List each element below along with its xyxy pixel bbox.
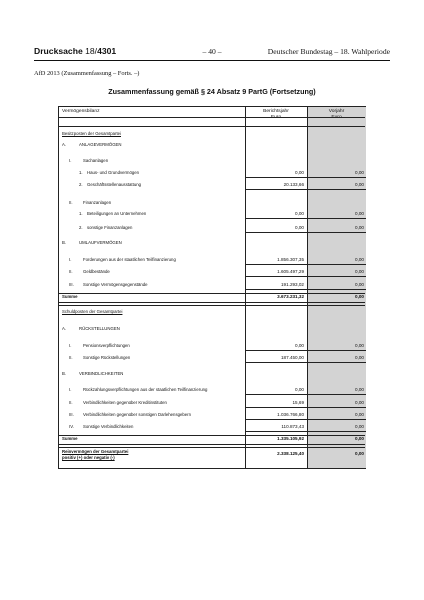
value-cell-rule [245, 394, 366, 395]
previous-year-value: 0,00 [355, 170, 364, 175]
value-cell-rule [245, 232, 366, 233]
current-year-value: 0,00 [295, 211, 304, 216]
row-label: Beteiligungen an Unternehmen [87, 211, 147, 216]
row-label: Sonstige Verbindlichkeiten [83, 424, 134, 429]
row-marker: IV. [69, 424, 74, 429]
current-year-value: 3.673.231,32 [277, 294, 304, 299]
row-label: Besitzposten der Gesamtpartei [62, 131, 121, 136]
row-marker: A. [62, 326, 67, 331]
previous-year-value: 0,00 [355, 355, 364, 360]
current-year-value: 0,00 [295, 387, 304, 392]
row-marker: III. [69, 282, 74, 287]
value-cell-rule [245, 276, 366, 277]
section-divider [59, 305, 365, 306]
row-label: Sonstige Vermögensgegenstände [83, 282, 148, 287]
row-marker: I. [69, 387, 72, 392]
row-label: Sachanlagen [83, 158, 109, 163]
previous-year-value: 0,00 [355, 182, 364, 187]
row-marker: I. [69, 343, 72, 348]
row-label: Schuldposten der Gesamtpartei [62, 309, 123, 314]
value-cell-rule [245, 350, 366, 351]
previous-year-value: 0,00 [355, 387, 364, 392]
previous-year-value: 0,00 [355, 412, 364, 417]
current-year-value: 0,00 [295, 343, 304, 348]
current-year-value: 110.873,43 [281, 424, 304, 429]
current-year-header: Berichtsjahr Euro [263, 109, 289, 120]
row-marker: 2. [79, 182, 83, 187]
value-cell-rule [245, 177, 366, 178]
row-marker: II. [69, 355, 73, 360]
row-marker: B. [62, 240, 67, 245]
row-marker: 2. [79, 225, 83, 230]
current-year-value: 1.036.766,80 [277, 412, 304, 417]
row-label: Haus- und Grundvermögen [87, 170, 140, 175]
current-year-value: 0,00 [295, 225, 304, 230]
row-label: Forderungen aus der staatlichen Teilfinanzierung [83, 257, 176, 262]
row-label: RÜCKSTELLUNGEN [79, 326, 120, 331]
previous-year-value: 0,00 [355, 436, 364, 441]
row-label: Reinvermögen der Gesamtpartei [62, 449, 129, 454]
row-label: Verbindlichkeiten gegenüber sonstigen Darlehensgebern [83, 412, 191, 417]
current-year-value: 1.605.497,29 [277, 269, 304, 274]
sum-bottom-rule [59, 302, 365, 303]
row-marker: II. [69, 400, 73, 405]
row-marker: II. [69, 269, 73, 274]
row-label: Geldbestände [83, 269, 110, 274]
row-marker: I. [69, 158, 72, 163]
row-marker: III. [69, 412, 74, 417]
value-cell-rule [245, 289, 366, 290]
value-cell-rule [245, 431, 366, 432]
table-heading: Vermögensbilanz [62, 109, 100, 114]
publisher: Deutscher Bundestag – 18. Wahlperiode [267, 47, 390, 56]
row-label-secondary: positiv (+) oder negativ (-) [62, 455, 115, 460]
previous-year-value: 0,00 [355, 269, 364, 274]
net-assets-divider [59, 447, 365, 448]
page-header [34, 46, 390, 58]
previous-year-value: 0,00 [355, 211, 364, 216]
previous-year-value: 0,00 [355, 451, 364, 456]
drucksache-label: Drucksache 18/4301 [34, 46, 117, 56]
row-marker: I. [69, 257, 72, 262]
previous-year-value: 0,00 [355, 282, 364, 287]
row-label: Verbindlichkeiten gegenüber Kreditinstituten [83, 400, 167, 405]
previous-year-value: 0,00 [355, 257, 364, 262]
value-cell-rule [245, 407, 366, 408]
row-marker: 1. [79, 170, 83, 175]
row-label: Summe [62, 436, 78, 441]
header-bottom-rule [59, 126, 365, 127]
row-marker: 1. [79, 211, 83, 216]
value-cell-rule [245, 419, 366, 420]
header-rule [34, 60, 390, 61]
previous-year-value: 0,00 [355, 343, 364, 348]
sum2-bottom-rule [59, 444, 365, 445]
row-label: Pensionsverpflichtungen [83, 343, 130, 348]
row-label: VERBINDLICHKEITEN [79, 371, 124, 376]
current-year-value: 187.450,00 [281, 355, 304, 360]
row-label: Geschäftsstellenausstattung [87, 182, 141, 187]
row-marker: II. [69, 200, 73, 205]
value-cell-rule [245, 264, 366, 265]
row-label: Sonstige Rückstellungen [83, 355, 131, 360]
value-cell-rule [245, 362, 366, 363]
previous-year-value: 0,00 [355, 424, 364, 429]
sum2-top-rule [59, 435, 365, 436]
heading-rule [59, 117, 365, 118]
value-cell-rule [245, 189, 366, 190]
balance-table [58, 106, 366, 469]
document-title: Zusammenfassung gemäß § 24 Absatz 9 PartG (Fortsetzung) [108, 87, 316, 96]
previous-year-value: 0,00 [355, 225, 364, 230]
current-year-value: 1.856.307,35 [277, 257, 304, 262]
row-label: ANLAGEVERMÖGEN [79, 142, 122, 147]
row-marker: A. [62, 142, 67, 147]
row-label: UMLAUFVERMÖGEN [79, 240, 122, 245]
sum-top-rule [59, 293, 365, 294]
value-cell-rule [245, 218, 366, 219]
document-subtitle: AfD 2013 (Zusammenfassung – Forts. –) [34, 70, 140, 77]
row-label: Rückzahlungsverpflichtungen aus der staatlichen Teilfinanzierung [83, 387, 208, 392]
previous-year-header: Vorjahr Euro [328, 109, 345, 120]
row-label: Finanzanlagen [83, 200, 112, 205]
previous-year-value: 0,00 [355, 400, 364, 405]
previous-year-value: 0,00 [355, 294, 364, 299]
current-year-value: 15,69 [292, 400, 304, 405]
current-year-value: 0,00 [295, 170, 304, 175]
current-year-value: 191.293,02 [281, 282, 304, 287]
current-year-value: 20.133,66 [283, 182, 304, 187]
page-number: – 40 – [202, 47, 222, 56]
current-year-value: 1.335.105,92 [277, 436, 304, 441]
row-label: Summe [62, 294, 78, 299]
row-label: sonstige Finanzanlagen [87, 225, 133, 230]
row-marker: B. [62, 371, 67, 376]
current-year-value: 2.338.125,40 [277, 451, 304, 456]
